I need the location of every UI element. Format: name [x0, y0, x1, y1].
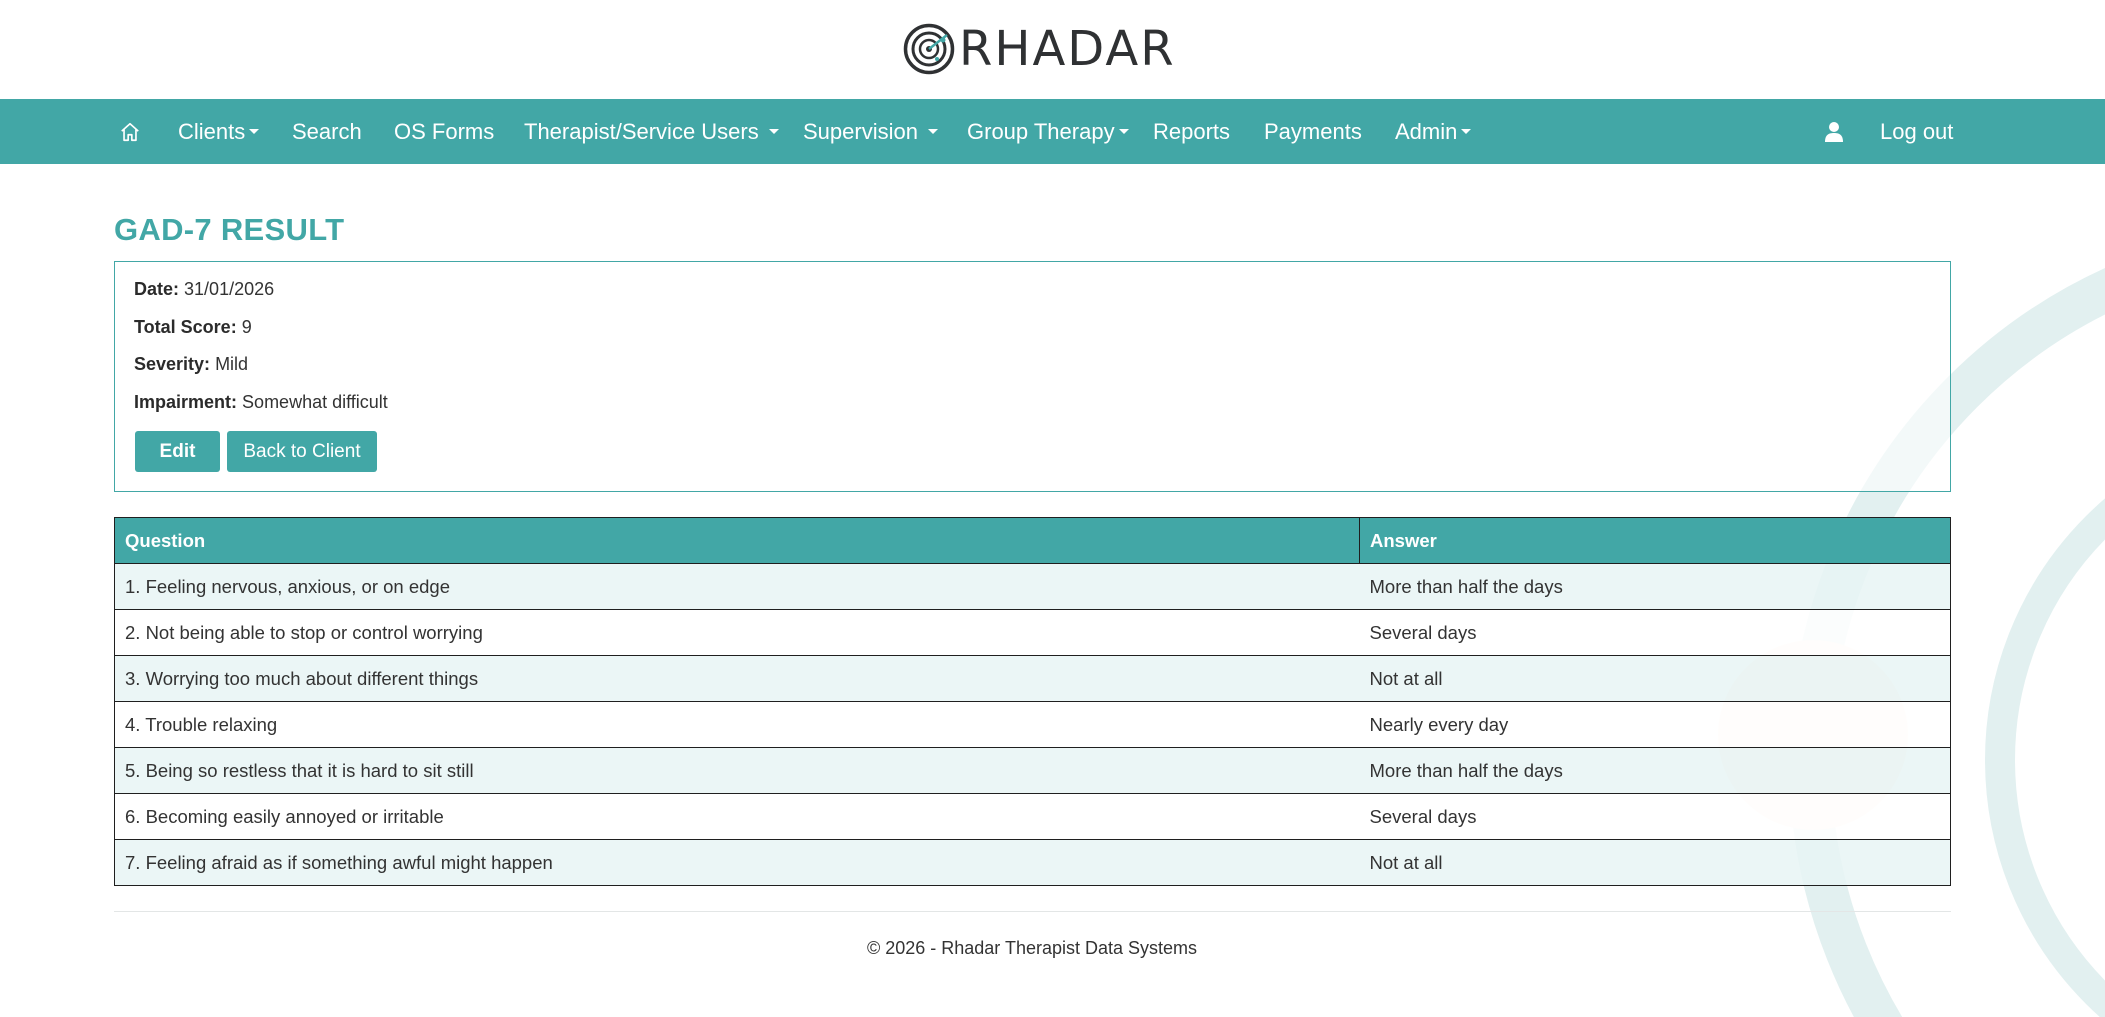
nav-admin[interactable] [1395, 99, 1471, 164]
summary-date [134, 279, 274, 300]
table-row [115, 564, 1951, 610]
table-row [115, 794, 1951, 840]
home-icon [119, 121, 141, 143]
back-to-client-button[interactable]: Back to Client [227, 431, 377, 472]
severity-value: Mild [215, 354, 249, 374]
nav-admin-label: Admin [1395, 118, 1458, 144]
table-row [115, 840, 1951, 886]
question-cell: 3. Worrying too much about different things [115, 656, 1360, 702]
table-header-row [115, 518, 1951, 564]
nav-reports-label: Reports [1153, 118, 1231, 144]
nav-user[interactable] [1824, 99, 1844, 164]
answers-table [114, 517, 1951, 886]
date-value: 31/01/2026 [184, 279, 275, 299]
table-row [115, 610, 1951, 656]
main-navbar [0, 99, 2105, 164]
column-header-answer: Answer [1360, 518, 1951, 564]
impairment-label: Impairment: [134, 392, 238, 412]
answer-cell: Several days [1360, 610, 1951, 656]
nav-search[interactable] [292, 99, 362, 164]
date-label: Date: [134, 279, 180, 299]
table-row [115, 702, 1951, 748]
page-title: GAD-7 RESULT [114, 212, 345, 247]
footer-copyright: © 2026 - Rhadar Therapist Data Systems [866, 938, 1198, 958]
nav-reports[interactable] [1153, 99, 1230, 164]
chevron-down-icon [769, 129, 779, 134]
total-score-label: Total Score: [134, 317, 237, 337]
chevron-down-icon [249, 129, 259, 134]
logout-label: Log out [1880, 118, 1954, 144]
question-cell: 4. Trouble relaxing [115, 702, 1360, 748]
total-score-value: 9 [241, 317, 252, 337]
nav-therapist-service-users[interactable] [524, 99, 779, 164]
nav-search-label: Search [292, 118, 362, 144]
question-cell: 5. Being so restless that it is hard to sit still [115, 748, 1360, 794]
table-row [115, 656, 1951, 702]
question-cell: 1. Feeling nervous, anxious, or on edge [115, 564, 1360, 610]
question-cell: 6. Becoming easily annoyed or irritable [115, 794, 1360, 840]
nav-clients[interactable] [178, 99, 259, 164]
summary-total-score [134, 317, 252, 338]
chevron-down-icon [928, 129, 938, 134]
answer-cell: Nearly every day [1360, 702, 1951, 748]
nav-logout[interactable] [1880, 99, 1953, 164]
answer-cell: More than half the days [1360, 748, 1951, 794]
footer-divider [114, 911, 1951, 912]
user-icon [1824, 121, 1844, 143]
nav-os-forms[interactable] [394, 99, 494, 164]
brand-name: RHADAR [959, 21, 1176, 77]
edit-button[interactable]: Edit [135, 431, 220, 472]
answer-cell: Not at all [1360, 840, 1951, 886]
nav-os-forms-label: OS Forms [394, 118, 495, 144]
table-row [115, 748, 1951, 794]
nav-payments[interactable] [1264, 99, 1362, 164]
header [0, 0, 2105, 99]
summary-impairment [134, 392, 388, 413]
severity-label: Severity: [134, 354, 211, 374]
answer-cell: Several days [1360, 794, 1951, 840]
chevron-down-icon [1119, 129, 1129, 134]
nav-clients-label: Clients [178, 118, 246, 144]
nav-home[interactable] [119, 99, 141, 164]
column-header-question: Question [115, 518, 1360, 564]
summary-severity [134, 354, 248, 375]
result-summary-panel [114, 261, 1951, 492]
nav-therapist-label: Therapist/Service Users [524, 118, 759, 144]
nav-group-therapy[interactable] [967, 99, 1129, 164]
question-cell: 7. Feeling afraid as if something awful might happen [115, 840, 1360, 886]
nav-supervision-label: Supervision [803, 118, 918, 144]
impairment-value: Somewhat difficult [242, 392, 388, 412]
question-cell: 2. Not being able to stop or control worrying [115, 610, 1360, 656]
chevron-down-icon [1461, 129, 1471, 134]
nav-supervision[interactable] [803, 99, 938, 164]
answer-cell: Not at all [1360, 656, 1951, 702]
nav-group-therapy-label: Group Therapy [967, 118, 1115, 144]
radar-target-icon [903, 23, 955, 75]
answer-cell: More than half the days [1360, 564, 1951, 610]
nav-payments-label: Payments [1264, 118, 1362, 144]
brand-logo[interactable] [903, 21, 1176, 77]
